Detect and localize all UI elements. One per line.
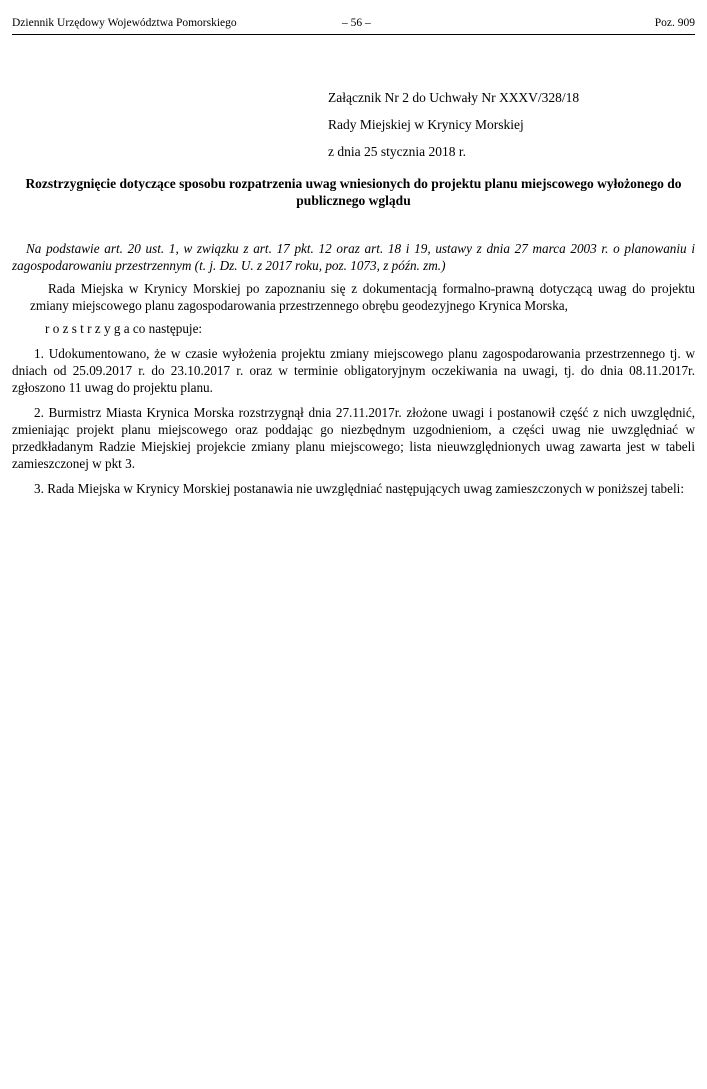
attachment-line-2: Rady Miejskiej w Krynicy Morskiej (328, 117, 524, 132)
document-body (12, 240, 695, 505)
legal-basis-paragraph: Na podstawie art. 20 ust. 1, w związku z art. 17 pkt. 12 oraz art. 18 i 19, ustawy z dnia 27 marca 2003 r. o planowaniu i zagospodarowaniu przestrzennym (t. j. Dz. U. z 2017 roku, poz. 1073, z późn. zm.) (12, 241, 695, 273)
attachment-line-3: z dnia 25 stycznia 2018 r. (328, 144, 466, 159)
page-number: – 56 – (342, 17, 371, 29)
item-1: 1. Udokumentowano, że w czasie wyłożenia projektu zmiany miejscowego planu zagospodarowania przestrzennego tj. w dniach od 25.09.2017 r. do 23.10.2017 r. oraz w terminie obligatoryjnym oczekiwania na uwagi, tj. do dnia 08.11.2017r. zgłoszono 11 uwag do projektu planu. (12, 346, 695, 395)
page-header (12, 14, 695, 35)
position-number: Poz. 909 (654, 17, 695, 29)
decision-intro: r o z s t r z y g a co następuje: (45, 321, 203, 336)
journal-name: Dziennik Urzędowy Województwa Pomorskiego (12, 17, 237, 29)
item-3: 3. Rada Miejska w Krynicy Morskiej postanawia nie uwzględniać następujących uwag zamieszczonych w poniższej tabeli: (34, 481, 684, 496)
council-paragraph: Rada Miejska w Krynicy Morskiej po zapoznaniu się z dokumentacją formalno-prawną dotyczącą uwag do projektu zmiany miejscowego planu zagospodarowania przestrzennego obrębu geodezyjnego Krynica Morska, (30, 281, 695, 313)
document-title: Rozstrzygnięcie dotyczące sposobu rozpatrzenia uwag wniesionych do projektu planu miejscowego wyłożonego do publicznego wglądu (25, 176, 682, 208)
item-2: 2. Burmistrz Miasta Krynica Morska rozstrzygnął dnia 27.11.2017r. złożone uwagi i postanowił część z nich uwzględnić, zmieniając projekt planu miejscowego oraz poddając go niezbędnym uzgodnieniom, a części uwag nie uwzględniać w przedkładanym Radzie Miejskiej projekcie zmiany planu miejscowego; lista nieuwzględnionych uwag zawarta jest w tabeli zamieszczonej w pkt 3. (12, 405, 695, 471)
attachment-line-1: Załącznik Nr 2 do Uchwały Nr XXXV/328/18 (328, 90, 580, 105)
attachment-block (328, 84, 579, 165)
